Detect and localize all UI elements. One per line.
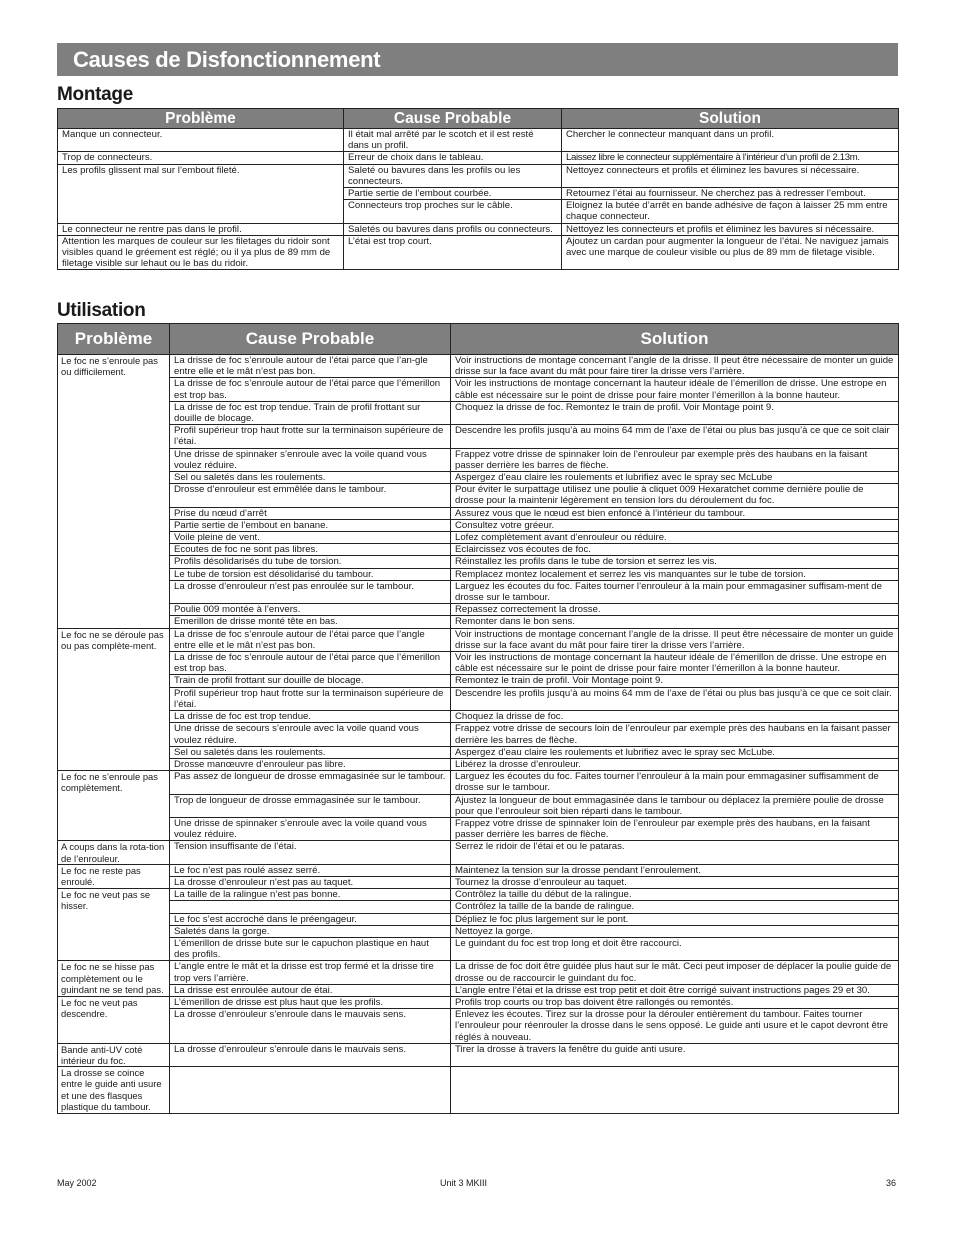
cause-cell: Profil supérieur trop haut frotte sur la terminaison supérieure de l’étai. [170, 687, 451, 710]
problem-cell: Le foc ne s’enroule pas ou difficilement. [58, 355, 170, 629]
table-row [58, 507, 899, 519]
cause-cell: Erreur de choix dans le tableau. [344, 152, 562, 164]
problem-cell: Bande anti-UV coté intérieur du foc. [58, 1043, 170, 1066]
solution-cell: Serrez le ridoir de l’étai et ou le pataras. [451, 841, 899, 864]
table-row [58, 616, 899, 628]
solution-cell: Lofez complètement avant d’enrouleur ou réduire. [451, 532, 899, 544]
solution-cell: Le guindant du foc est trop long et doit être raccourci. [451, 937, 899, 960]
table-row [58, 355, 899, 378]
table-row [58, 771, 899, 794]
cause-cell: L’émerillon de drisse bute sur le capuchon plastique en haut des profils. [170, 937, 451, 960]
solution-cell: Ajoutez un cardan pour augmenter la longueur de l’étai. Ne naviguez jamais avec une marque de couleur visible ou plus de 89 mm de filetage visible. [562, 235, 899, 270]
cause-cell: La drosse d’enrouleur s’enroule dans le mauvais sens. [170, 1009, 451, 1044]
table-row [58, 628, 899, 651]
cause-cell: Partie sertie de l’embout en banane. [170, 519, 451, 531]
problem-cell: Le foc ne s’enroule pas complètement. [58, 771, 170, 841]
table-row [58, 519, 899, 531]
solution-cell: Libérez la drosse d’enrouleur. [451, 758, 899, 770]
cause-cell: Connecteurs trop proches sur le câble. [344, 200, 562, 223]
solution-cell: Remonter dans le bon sens. [451, 616, 899, 628]
solution-cell: Contrôlez la taille du début de la ralingue. [451, 889, 899, 901]
cause-cell: La drosse d’enrouleur n’est pas au taquet. [170, 876, 451, 888]
solution-cell: Tirer la drosse à travers la fenêtre du guide anti usure. [451, 1043, 899, 1066]
col-header-cause: Cause Probable [344, 109, 562, 129]
table-row [58, 129, 899, 152]
solution-cell: Aspergez d’eau claire les roulements et lubrifiez avec le spray sec McLube. [451, 746, 899, 758]
problem-cell: Trop de connecteurs. [58, 152, 344, 164]
table-row [58, 961, 899, 984]
solution-cell: Aspergez d’eau claire les roulements et lubrifiez avec le spray sec McLube [451, 472, 899, 484]
cause-cell: La taille de la ralingue n’est pas bonne. [170, 889, 451, 901]
cause-cell: Drosse d’enrouleur est emmêlée dans le tambour. [170, 484, 451, 507]
problem-cell: A coups dans la rota-tion de l’enrouleur. [58, 841, 170, 864]
solution-cell: Assurez vous que le nœud est bien enfoncé à l’intérieur du tambour. [451, 507, 899, 519]
cause-cell: La drisse de foc s’enroule autour de l’étai parce que l’émerillon est trop bas. [170, 652, 451, 675]
col-header-solution: Solution [562, 109, 899, 129]
table-row [58, 378, 899, 401]
solution-cell: Chercher le connecteur manquant dans un profil. [562, 129, 899, 152]
table-row [58, 1009, 899, 1044]
solution-cell: Consultez votre gréeur. [451, 519, 899, 531]
table-row [58, 746, 899, 758]
problem-cell: Le foc ne se déroule pas ou pas complète-ment. [58, 628, 170, 770]
table-row [58, 758, 899, 770]
table-row [58, 723, 899, 746]
cause-cell: Une drisse de spinnaker s’enroule avec la voile quand vous voulez réduire. [170, 448, 451, 471]
solution-cell: Larguez les écoutes du foc. Faites tourner l’enrouleur à la main pour emmagasiner suffisam-ment de drosse sur le tambour. [451, 580, 899, 603]
utilisation-section-title: Utilisation [57, 300, 146, 321]
cause-cell: La drisse de foc s’enroule autour de l’étai parce que l’angle entre elle et le mât n’est pas bon. [170, 628, 451, 651]
table-row [58, 401, 899, 424]
solution-cell: Voir instructions de montage concernant l’angle de la drisse. Il peut être nécessaire de monter un guide drisse sur la face avant du mât pour faire tirer la drisse vers l’arrière. [451, 628, 899, 651]
table-row [58, 223, 899, 235]
montage-section-title: Montage [57, 84, 134, 105]
cause-cell: La drisse de foc s’enroule autour de l’étai parce que l’an-gle entre elle et le mât n’est pas bon. [170, 355, 451, 378]
table-row [58, 652, 899, 675]
cause-cell: Poulie 009 montée à l’envers. [170, 604, 451, 616]
solution-cell: Frappez votre drisse de spinnaker loin de l’enrouleur par exemple près des haubans, en la faisant passer derrière les barres de flèche. [451, 817, 899, 840]
cause-cell: Emerillon de drisse monté tête en bas. [170, 616, 451, 628]
montage-table [57, 108, 899, 270]
solution-cell: Laissez libre le connecteur supplémentaire à l’intérieur d’un profil de 2.13m. [562, 152, 899, 164]
col-header-probleme: Problème [58, 324, 170, 355]
cause-cell: Drosse manœuvre d’enrouleur pas libre. [170, 758, 451, 770]
cause-cell: La drosse d’enrouleur s’enroule dans le mauvais sens. [170, 1043, 451, 1066]
cause-cell: Une drisse de spinnaker s’enroule avec la voile quand vous voulez réduire. [170, 817, 451, 840]
table-row [58, 484, 899, 507]
utilisation-table [57, 323, 899, 1114]
cause-cell: Pas assez de longueur de drosse emmagasinée sur le tambour. [170, 771, 451, 794]
solution-cell: Profils trop courts ou trop bas doivent être rallongés ou remontés. [451, 996, 899, 1008]
solution-cell: Remplacez montez localement et serrez les vis manquantes sur le tube de torsion. [451, 568, 899, 580]
table-row [58, 152, 899, 164]
solution-cell: Eloignez la butée d’arrêt en bande adhésive de façon à laisser 25 mm entre chaque connecteur. [562, 200, 899, 223]
table-row [58, 984, 899, 996]
table-row [58, 901, 899, 913]
col-header-cause: Cause Probable [170, 324, 451, 355]
table-row [58, 604, 899, 616]
table-row [58, 580, 899, 603]
cause-cell: Saletés dans la gorge. [170, 925, 451, 937]
solution-cell: Nettoyez les connecteurs et profils et éliminez les bavures si nécessaire. [562, 223, 899, 235]
table-row [58, 164, 899, 187]
table-row [58, 556, 899, 568]
cause-cell: La drisse de foc est trop tendue. [170, 711, 451, 723]
table-row [58, 794, 899, 817]
problem-cell: Attention les marques de couleur sur les filetages du ridoir sont visibles quand le gréement est réglé; ou il ya plus de 89 mm de filetage visible sur lehaut ou le bas du ridoir. [58, 235, 344, 270]
footer-page-number: 36 [886, 1178, 897, 1188]
cause-cell: Une drisse de secours s’enroule avec la voile quand vous voulez réduire. [170, 723, 451, 746]
problem-cell: Manque un connecteur. [58, 129, 344, 152]
solution-cell: Voir instructions de montage concernant l’angle de la drisse. Il peut être nécessaire de monter un guide drisse sur la face avant du mât pour faire tirer la drisse vers l’arrière. [451, 355, 899, 378]
solution-cell: Contrôlez la taille de la bande de ralingue. [451, 901, 899, 913]
solution-cell [451, 1067, 899, 1114]
table-row [58, 889, 899, 901]
cause-cell: Profil supérieur trop haut frotte sur la terminaison supérieure de l’étai. [170, 425, 451, 448]
col-header-probleme: Problème [58, 109, 344, 129]
cause-cell [170, 901, 451, 913]
solution-cell: Ajustez la longueur de bout emmagasinée dans le tambour ou déplacez la première poulie de drosse pour que l’enrouleur soit bien réparti dans le tambour. [451, 794, 899, 817]
solution-cell: Eclaircissez vos écoutes de foc. [451, 544, 899, 556]
table-row [58, 687, 899, 710]
problem-cell: Le foc ne reste pas enroulé. [58, 864, 170, 888]
solution-cell: Réinstallez les profils dans le tube de torsion et serrez les vis. [451, 556, 899, 568]
problem-cell: Le connecteur ne rentre pas dans le profil. [58, 223, 344, 235]
solution-cell: Descendre les profils jusqu’à au moins 64 mm de l’axe de l’étai ou plus bas jusqu’à ce que ce soit clair [451, 425, 899, 448]
solution-cell: Pour éviter le surpattage utilisez une poulie à cliquet 009 Hexaratchet comme dernière poulie de drosse pour la maintenir légèrement en tension lors du déroulement du foc. [451, 484, 899, 507]
problem-cell: Le foc ne veut pas descendre. [58, 996, 170, 1043]
problem-cell: Le foc ne se hisse pas complètement ou le guindant ne se tend pas. [58, 961, 170, 997]
solution-cell: Frappez votre drisse de spinnaker loin de l’enrouleur par exemple près des haubans en la faisant passer derrière les barres de flèche. [451, 448, 899, 471]
table-row [58, 235, 899, 270]
table-row [58, 425, 899, 448]
table-row [58, 1067, 899, 1114]
cause-cell: Ecoutes de foc ne sont pas libres. [170, 544, 451, 556]
table-row [58, 925, 899, 937]
table-row [58, 472, 899, 484]
cause-cell: La drosse d’enrouleur n’est pas enroulée sur le tambour. [170, 580, 451, 603]
table-row [58, 876, 899, 888]
cause-cell: L’émerillon de drisse est plus haut que les profils. [170, 996, 451, 1008]
cause-cell: Il était mal arrêté par le scotch et il est resté dans un profil. [344, 129, 562, 152]
solution-cell: Enlevez les écoutes. Tirez sur la drosse pour la dérouler entièrement du tambour. Faites tourner l’enrouleur pour réenrouler la drosse dans le sens opposé. Le guide anti usure et le capot devront être réglés à nouveau. [451, 1009, 899, 1044]
cause-cell: Profils désolidarisés du tube de torsion. [170, 556, 451, 568]
solution-cell: Voir les instructions de montage concernant la hauteur idéale de l’émerillon de drisse. Une estrope en câble est nécessaire sur le point de drisse pour faire monter l’émerillon à la bonne hauteur. [451, 652, 899, 675]
table-row [58, 532, 899, 544]
footer-date: May 2002 [57, 1178, 97, 1188]
cause-cell: La drisse est enroulée autour de étai. [170, 984, 451, 996]
cause-cell: Le foc s’est accroché dans le préengageur. [170, 913, 451, 925]
cause-cell: L’étai est trop court. [344, 235, 562, 270]
table-row [58, 675, 899, 687]
cause-cell: Voile pleine de vent. [170, 532, 451, 544]
solution-cell: Retournez l’étai au fournisseur. Ne cherchez pas à redresser l’embout. [562, 188, 899, 200]
page-title-banner: Causes de Disfonctionnement [57, 43, 898, 76]
solution-cell: Nettoyez connecteurs et profils et éliminez les bavures si nécessaire. [562, 164, 899, 187]
solution-cell: Choquez la drisse de foc. Remontez le train de profil. Voir Montage point 9. [451, 401, 899, 424]
cause-cell: Trop de longueur de drosse emmagasinée sur le tambour. [170, 794, 451, 817]
solution-cell: Remontez le train de profil. Voir Montage point 9. [451, 675, 899, 687]
cause-cell: Saletés ou bavures dans profils ou connecteurs. [344, 223, 562, 235]
solution-cell: Repassez correctement la drosse. [451, 604, 899, 616]
solution-cell: Dépliez le foc plus largement sur le pont. [451, 913, 899, 925]
table-row [58, 448, 899, 471]
table-row [58, 1043, 899, 1066]
table-row [58, 544, 899, 556]
solution-cell: Frappez votre drisse de secours loin de l’enrouleur par exemple près des haubans en la faisant passer derrière les barres de flèche. [451, 723, 899, 746]
table-row [58, 817, 899, 840]
cause-cell: Partie sertie de l’embout courbée. [344, 188, 562, 200]
utilisation-header-row [58, 324, 899, 355]
problem-cell: Le foc ne veut pas se hisser. [58, 889, 170, 961]
table-row [58, 937, 899, 960]
solution-cell: Nettoyez la gorge. [451, 925, 899, 937]
solution-cell: Larguez les écoutes du foc. Faites tourner l’enrouleur à la main pour emmagasiner suffisamment de drosse sur le tambour. [451, 771, 899, 794]
cause-cell: Train de profil frottant sur douille de blocage. [170, 675, 451, 687]
cause-cell: L’angle entre le mât et la drisse est trop fermé et la drisse tire trop vers l’arrière. [170, 961, 451, 984]
col-header-solution: Solution [451, 324, 899, 355]
cause-cell: Tension insuffisante de l’étai. [170, 841, 451, 864]
cause-cell: Saleté ou bavures dans les profils ou les connecteurs. [344, 164, 562, 187]
table-row [58, 711, 899, 723]
table-row [58, 568, 899, 580]
solution-cell: Choquez la drisse de foc. [451, 711, 899, 723]
solution-cell: La drisse de foc doit être guidée plus haut sur le mât. Ceci peut imposer de déplacer la poulie guide de drosse ou de raccourcir le guindant du foc. [451, 961, 899, 984]
cause-cell: Sel ou saletés dans les roulements. [170, 746, 451, 758]
solution-cell: Maintenez la tension sur la drosse pendant l’enroulement. [451, 864, 899, 876]
cause-cell: Prise du nœud d’arrêt [170, 507, 451, 519]
table-row [58, 913, 899, 925]
cause-cell: La drisse de foc s’enroule autour de l’étai parce que l’émerillon est trop bas. [170, 378, 451, 401]
solution-cell: Voir les instructions de montage concernant la hauteur idéale de l’émerillon de drisse. Une estrope en câble est nécessaire sur le point de drisse pour faire monter l’émerillon à la bonne hauteur. [451, 378, 899, 401]
cause-cell: Le foc n’est pas roulé assez serré. [170, 864, 451, 876]
footer-unit: Unit 3 MKIII [440, 1178, 488, 1188]
problem-cell: La drosse se coince entre le guide anti usure et une des flasques plastique du tambour. [58, 1067, 170, 1114]
problem-cell: Les profils glissent mal sur l’embout fileté. [58, 164, 344, 223]
table-row [58, 864, 899, 876]
cause-cell: Le tube de torsion est désolidarisé du tambour. [170, 568, 451, 580]
table-row [58, 996, 899, 1008]
cause-cell [170, 1067, 451, 1114]
solution-cell: Tournez la drosse d’enrouleur au taquet. [451, 876, 899, 888]
solution-cell: L’angle entre l’étai et la drisse est trop petit et doit être corrigé suivant instructions pages 29 et 30. [451, 984, 899, 996]
cause-cell: La drisse de foc est trop tendue. Train de profil frottant sur douille de blocage. [170, 401, 451, 424]
solution-cell: Descendre les profils jusqu’à au moins 64 mm de l’axe de l’étai ou plus bas jusqu’à ce que ce soit clair. [451, 687, 899, 710]
montage-header-row [58, 109, 899, 129]
cause-cell: Sel ou saletés dans les roulements. [170, 472, 451, 484]
table-row [58, 841, 899, 864]
